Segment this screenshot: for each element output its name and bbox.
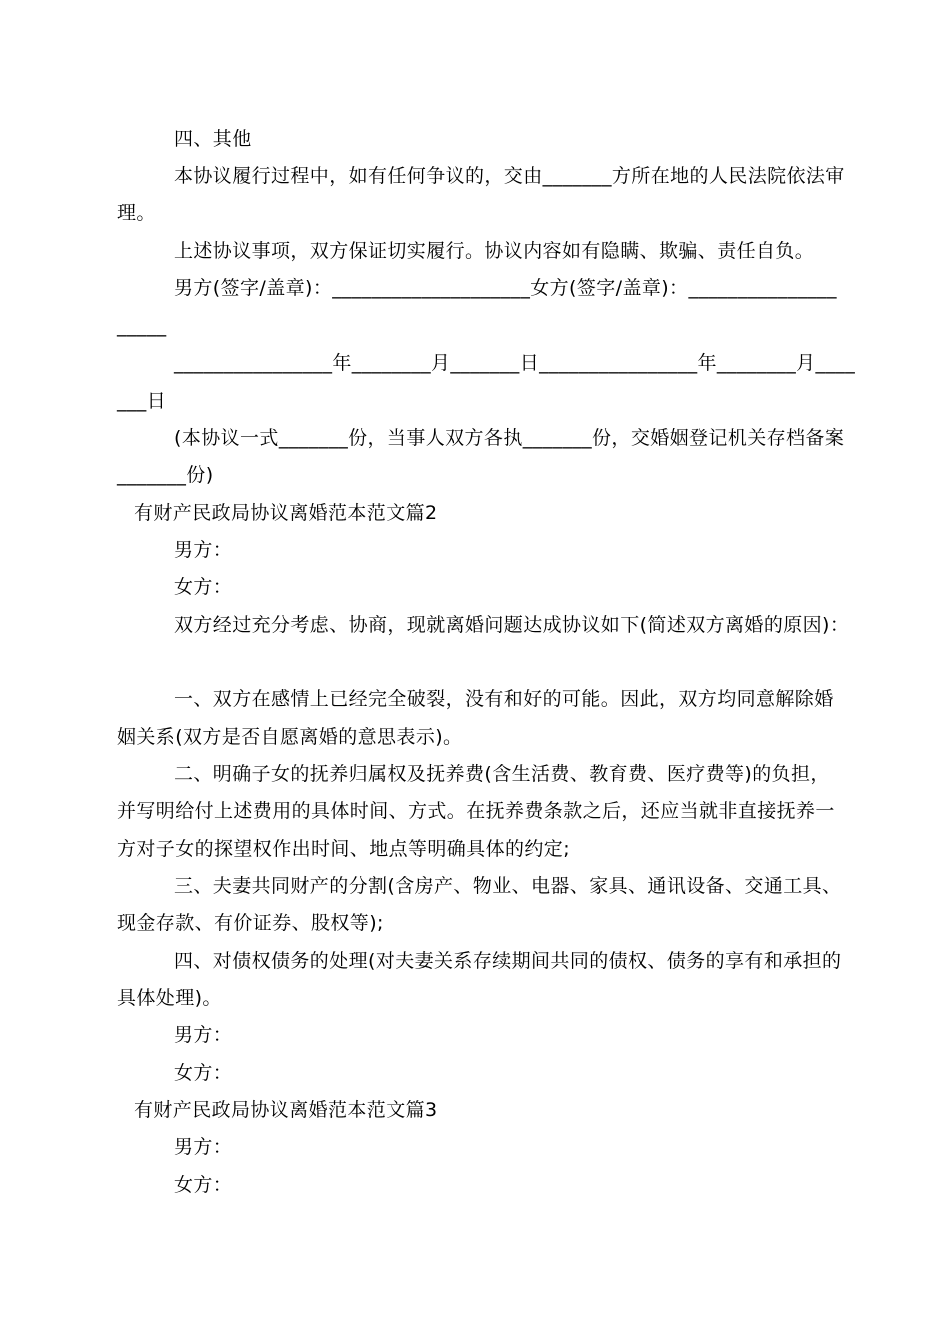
signature-line2: _____: [117, 315, 167, 337]
item-2-line1: 二、明确子女的抚养归属权及抚养费(含生活费、教育费、医疗费等)的负担，: [174, 763, 830, 785]
section-four-title: 四、其他: [174, 128, 252, 150]
signature-line1: 男方(签字/盖章)：____________________女方(签字/盖章)：_______________: [174, 277, 837, 299]
female-party-sign-label: 女方：: [174, 1062, 233, 1084]
guarantee-clause: 上述协议事项，双方保证切实履行。协议内容如有隐瞒、欺骗、责任自负。: [174, 240, 815, 262]
female-party-label: 女方：: [174, 576, 233, 598]
date-line2: ___日: [117, 390, 167, 412]
item-2-line2: 并写明给付上述费用的具体时间、方式。在抚养费条款之后，还应当就非直接抚养一: [117, 800, 835, 822]
item-1-line2: 姻关系(双方是否自愿离婚的意思表示)。: [117, 726, 463, 748]
item-4-line2: 具体处理)。: [117, 987, 222, 1009]
item-3-line1: 三、夫妻共同财产的分割(含房产、物业、电器、家具、通讯设备、交通工具、: [174, 875, 842, 897]
item-3-line2: 现金存款、有价证券、股权等);: [117, 912, 384, 934]
item-2-line3: 方对子女的探望权作出时间、地点等明确具体的约定;: [117, 838, 571, 860]
male-party-label: 男方：: [174, 539, 233, 561]
agreement-intro: 双方经过充分考虑、协商，现就离婚问题达成协议如下(简述双方离婚的原因)：: [174, 614, 850, 636]
section-heading-3: 有财产民政局协议离婚范本范文篇3: [134, 1099, 438, 1121]
female-party-label-3: 女方：: [174, 1174, 233, 1196]
male-party-label-3: 男方：: [174, 1136, 233, 1158]
section-heading-2: 有财产民政局协议离婚范本范文篇2: [134, 502, 438, 524]
date-line1: ________________年________月_______日________________年________月____: [174, 352, 856, 374]
copies-note-line1: (本协议一式_______份，当事人双方各执_______份，交婚姻登记机关存档备案: [174, 427, 845, 449]
item-4-line1: 四、对债权债务的处理(对夫妻关系存续期间共同的债权、债务的享有和承担的: [174, 950, 842, 972]
copies-note-line2: _______份): [117, 464, 214, 486]
dispute-clause-line2: 理。: [117, 202, 156, 224]
male-party-sign-label: 男方：: [174, 1024, 233, 1046]
dispute-clause-line1: 本协议履行过程中，如有任何争议的，交由_______方所在地的人民法院依法审: [174, 165, 845, 187]
item-1-line1: 一、双方在感情上已经完全破裂，没有和好的可能。因此，双方均同意解除婚: [174, 688, 834, 710]
